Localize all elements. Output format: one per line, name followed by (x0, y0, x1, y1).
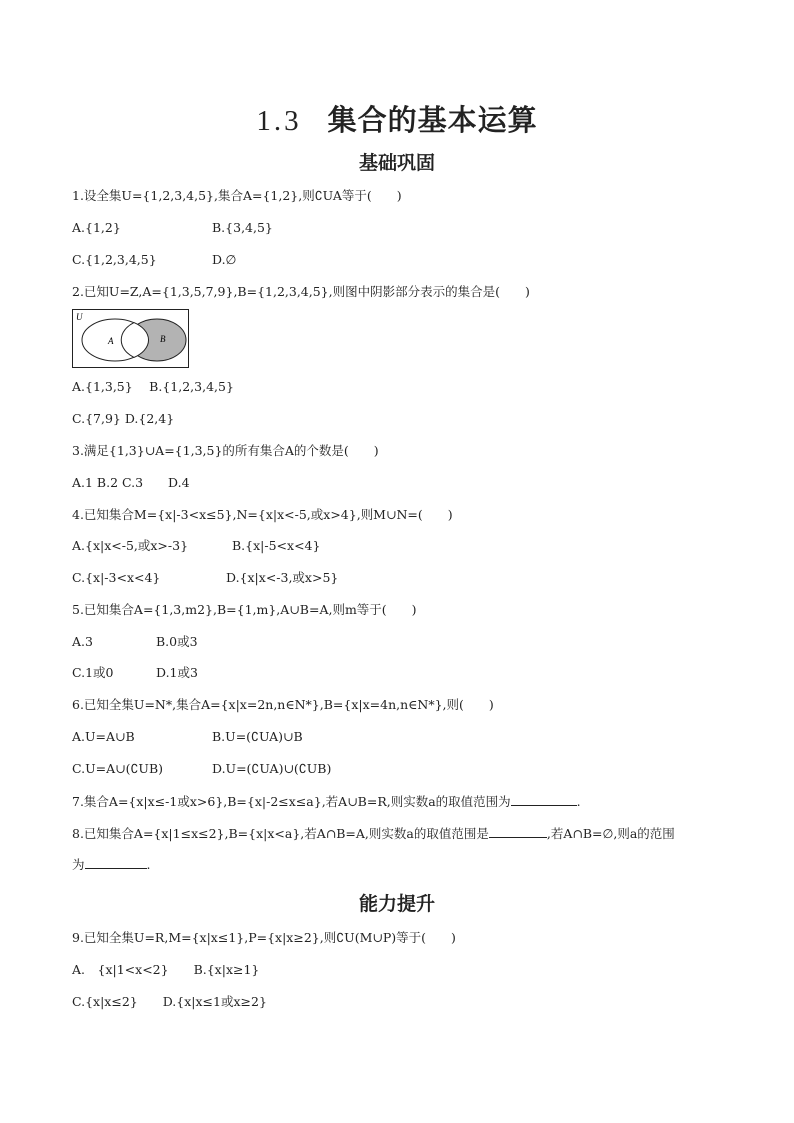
question-7 (72, 793, 581, 810)
question-1-option-c: C.{1,2,3,4,5} (72, 252, 157, 267)
question-6-option-d: D.U=(∁UA)∪(∁UB) (212, 761, 332, 776)
question-7-end: . (576, 794, 581, 809)
question-1-stem: 1.设全集U={1,2,3,4,5},集合A={1,2},则∁UA等于( ) (72, 188, 402, 203)
question-3-stem: 3.满足{1,3}∪A={1,3,5}的所有集合A的个数是( ) (72, 443, 379, 458)
venn-label-u: U (76, 312, 83, 322)
question-8 (72, 825, 675, 842)
question-9-stem: 9.已知全集U=R,M={x|x≤1},P={x|x≥2},则∁U(M∪P)等于( ) (72, 930, 456, 945)
question-8-continued (72, 856, 151, 873)
venn-label-b: B (160, 334, 166, 344)
answer-blank (489, 825, 547, 838)
question-8-end: . (146, 857, 151, 872)
question-8-stem: 8.已知集合A={x|1≤x≤2},B={x|x<a},若A∩B=A,则实数a的取值范围是 (72, 826, 489, 841)
question-5-stem: 5.已知集合A={1,3,m2},B={1,m},A∪B=A,则m等于( ) (72, 602, 417, 617)
question-6-option-c: C.U=A∪(∁UB) (72, 761, 164, 776)
question-4-option-b: B.{x|-5<x<4} (232, 538, 321, 553)
answer-blank (85, 856, 147, 869)
question-1-option-a: A.{1,2} (72, 220, 121, 235)
answer-blank (511, 793, 577, 806)
question-6-stem: 6.已知全集U=N*,集合A={x|x=2n,n∈N*},B={x|x=4n,n∈N*},则( ) (72, 697, 494, 712)
question-5-option-c: C.1或0 (72, 665, 114, 680)
question-5-option-a: A.3 (72, 634, 93, 649)
question-9-options-ab: A. {x|1<x<2} B.{x|x≥1} (72, 962, 260, 977)
question-4-option-d: D.{x|x<-3,或x>5} (226, 570, 339, 585)
question-2-options-cd: C.{7,9} D.{2,4} (72, 411, 175, 426)
question-5-option-b: B.0或3 (156, 634, 198, 649)
question-1-option-b: B.{3,4,5} (212, 220, 273, 235)
question-8-mid: ,若A∩B=∅,则a的范围 (546, 826, 675, 841)
venn-label-a: A (108, 336, 114, 346)
question-9-options-cd: C.{x|x≤2} D.{x|x≤1或x≥2} (72, 994, 267, 1009)
question-2-options-ab: A.{1,3,5} B.{1,2,3,4,5} (72, 379, 234, 394)
venn-diagram (72, 309, 189, 368)
question-7-stem: 7.集合A={x|x≤-1或x>6},B={x|-2≤x≤a},若A∪B=R,则实数a的取值范围为 (72, 794, 511, 809)
section-heading-advanced: 能力提升 (358, 893, 435, 915)
question-3-options: A.1 B.2 C.3 D.4 (72, 475, 190, 490)
question-2-stem: 2.已知U=Z,A={1,3,5,7,9},B={1,2,3,4,5},则图中阴影部分表示的集合是( ) (72, 284, 530, 299)
question-8-cont: 为 (72, 857, 85, 872)
page-title (0, 98, 794, 139)
title-text: 集合的基本运算 (327, 103, 538, 137)
question-6-option-b: B.U=(∁UA)∪B (212, 729, 303, 744)
question-1-option-d: D.∅ (212, 252, 237, 267)
question-4-stem: 4.已知集合M={x|-3<x≤5},N={x|x<-5,或x>4},则M∪N=( ) (72, 507, 453, 522)
section-number: 1.3 (256, 105, 302, 137)
question-4-option-c: C.{x|-3<x<4} (72, 570, 161, 585)
question-4-option-a: A.{x|x<-5,或x>-3} (72, 538, 189, 553)
question-6-option-a: A.U=A∪B (72, 729, 135, 744)
question-5-option-d: D.1或3 (156, 665, 198, 680)
section-heading-basic: 基础巩固 (358, 152, 435, 174)
